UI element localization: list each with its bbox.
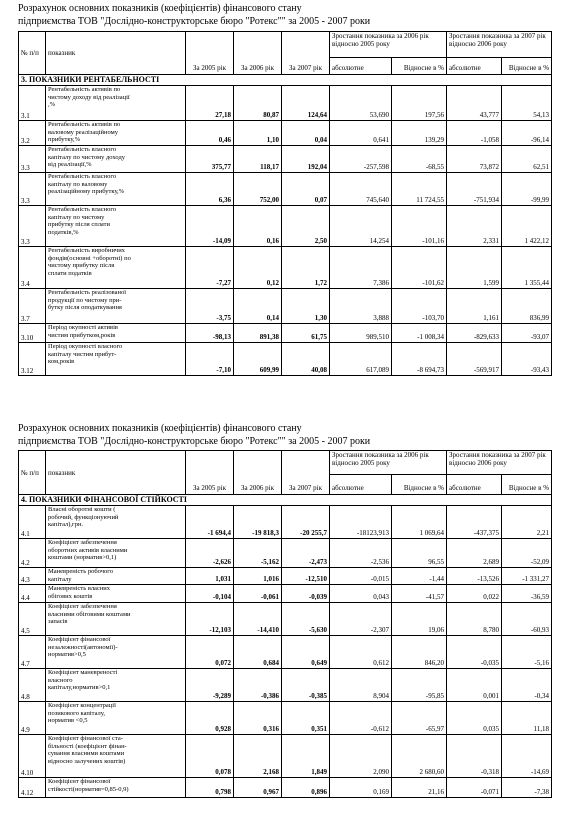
col-header-abs: абсолютне bbox=[330, 58, 392, 75]
col-header-pct: Відносне в % bbox=[392, 475, 447, 495]
value-2005: 27,18 bbox=[186, 86, 234, 121]
value-2007: -0,039 bbox=[282, 585, 330, 603]
growth-pct-2007: 1 355,44 bbox=[502, 247, 552, 289]
indicator-name: Коефіцієнт фінансової стійкості(норматив=0,85-0,9) bbox=[46, 778, 186, 798]
growth-pct-2007: -36,59 bbox=[502, 585, 552, 603]
growth-pct-2006: 19,06 bbox=[392, 603, 447, 636]
no-cell: 3.2 bbox=[19, 121, 46, 146]
value-2007: -20 255,7 bbox=[282, 506, 330, 539]
table-row bbox=[19, 206, 552, 247]
growth-abs-2007: 73,872 bbox=[447, 146, 502, 173]
col-header-abs: абсолютне bbox=[330, 475, 392, 495]
value-2005: 0,078 bbox=[186, 735, 234, 778]
growth-abs-2007: -829,633 bbox=[447, 324, 502, 343]
growth-pct-2006: -8 694,73 bbox=[392, 343, 447, 376]
growth-abs-2007: -751,934 bbox=[447, 173, 502, 206]
col-header-pct: Відносне в % bbox=[392, 58, 447, 75]
value-2006: 80,87 bbox=[234, 86, 282, 121]
growth-abs-2007: -13,526 bbox=[447, 568, 502, 585]
value-2006: 118,17 bbox=[234, 146, 282, 173]
growth-pct-2007: 1 422,12 bbox=[502, 206, 552, 247]
indicator-name: Рентабельність реалізованої продукції по чистому при- бутку після оподаткування bbox=[46, 289, 186, 324]
value-2005: 0,072 bbox=[186, 636, 234, 669]
growth-pct-2006: 846,20 bbox=[392, 636, 447, 669]
table-row bbox=[19, 86, 552, 121]
table-row bbox=[19, 585, 552, 603]
value-2005: 375,77 bbox=[186, 146, 234, 173]
indicator-name: Рентабельність власного капіталу по чистому прибутку після сплати податків,% bbox=[46, 206, 186, 247]
no-cell: 3.3 bbox=[19, 173, 46, 206]
no-cell: 3.3 bbox=[19, 146, 46, 173]
value-2006: -0,386 bbox=[234, 669, 282, 702]
col-header-indicator: показник bbox=[46, 451, 186, 495]
value-2007: 0,07 bbox=[282, 173, 330, 206]
growth-abs-2006: 989,510 bbox=[330, 324, 392, 343]
col-header-no: № п/п bbox=[19, 451, 46, 495]
growth-pct-2006: 11 724,55 bbox=[392, 173, 447, 206]
value-2005: 0,798 bbox=[186, 778, 234, 798]
value-2007: -12,510 bbox=[282, 568, 330, 585]
growth-pct-2007: -96,14 bbox=[502, 121, 552, 146]
report-title-line1: Розрахунок основних показників (коефіцієнтів) фінансового стану bbox=[18, 423, 302, 434]
growth-pct-2006: 21,16 bbox=[392, 778, 447, 798]
growth-abs-2007: 0,035 bbox=[447, 702, 502, 735]
table-row bbox=[19, 735, 552, 778]
value-2007: 0,04 bbox=[282, 121, 330, 146]
growth-abs-2007: -0,071 bbox=[447, 778, 502, 798]
profitability-table bbox=[18, 31, 552, 376]
table-row bbox=[19, 506, 552, 539]
value-2006: -5,162 bbox=[234, 539, 282, 568]
section-row bbox=[19, 495, 552, 506]
col-header-2005: За 2005 рік bbox=[186, 451, 234, 495]
indicator-name: Коефіцієнт забезпечення власними обіговими коштами запасів bbox=[46, 603, 186, 636]
growth-pct-2007: -14,69 bbox=[502, 735, 552, 778]
growth-pct-2006: -65,97 bbox=[392, 702, 447, 735]
col-header-abs: абсолютне bbox=[447, 475, 502, 495]
no-cell: 4.7 bbox=[19, 636, 46, 669]
indicator-name: Рентабельність власного капіталу по чистому доходу від реалізації,% bbox=[46, 146, 186, 173]
table-row bbox=[19, 173, 552, 206]
growth-abs-2006: 745,640 bbox=[330, 173, 392, 206]
table-row bbox=[19, 146, 552, 173]
growth-abs-2007: 43,777 bbox=[447, 86, 502, 121]
col-header-growth-2006: Зростання показника за 2006 рік відносно 2005 року bbox=[330, 451, 447, 475]
report-block-profitability bbox=[18, 2, 551, 376]
growth-pct-2006: -95,85 bbox=[392, 669, 447, 702]
stability-table-body bbox=[19, 506, 552, 798]
no-cell: 3.1 bbox=[19, 86, 46, 121]
value-2006: 0,967 bbox=[234, 778, 282, 798]
growth-abs-2006: 53,690 bbox=[330, 86, 392, 121]
table-row bbox=[19, 568, 552, 585]
value-2005: -0,104 bbox=[186, 585, 234, 603]
value-2007: 2,50 bbox=[282, 206, 330, 247]
value-2005: -3,75 bbox=[186, 289, 234, 324]
table-row bbox=[19, 778, 552, 798]
col-header-2005: За 2005 рік bbox=[186, 32, 234, 75]
value-2005: 6,36 bbox=[186, 173, 234, 206]
no-cell: 3.7 bbox=[19, 289, 46, 324]
table-row bbox=[19, 343, 552, 376]
value-2007: 124,64 bbox=[282, 86, 330, 121]
col-header-pct: Відносне в % bbox=[502, 475, 552, 495]
growth-pct-2006: 96,55 bbox=[392, 539, 447, 568]
no-cell: 4.5 bbox=[19, 603, 46, 636]
growth-pct-2006: -68,55 bbox=[392, 146, 447, 173]
value-2006: 0,16 bbox=[234, 206, 282, 247]
value-2005: -7,27 bbox=[186, 247, 234, 289]
growth-pct-2006: -101,62 bbox=[392, 247, 447, 289]
table-row bbox=[19, 247, 552, 289]
growth-abs-2007: 2,331 bbox=[447, 206, 502, 247]
col-header-pct: Відносне в % bbox=[502, 58, 552, 75]
value-2005: -7,10 bbox=[186, 343, 234, 376]
no-cell: 4.2 bbox=[19, 539, 46, 568]
value-2005: -1 694,4 bbox=[186, 506, 234, 539]
value-2007: 61,75 bbox=[282, 324, 330, 343]
value-2006: -0,061 bbox=[234, 585, 282, 603]
growth-pct-2006: -103,70 bbox=[392, 289, 447, 324]
table-row bbox=[19, 121, 552, 146]
table-row bbox=[19, 636, 552, 669]
growth-pct-2006: -101,16 bbox=[392, 206, 447, 247]
growth-pct-2006: -1 008,34 bbox=[392, 324, 447, 343]
growth-abs-2006: 617,089 bbox=[330, 343, 392, 376]
growth-abs-2007: -0,035 bbox=[447, 636, 502, 669]
indicator-name: Рентабельність активів по чистому доходу від реалізації ,% bbox=[46, 86, 186, 121]
growth-abs-2007: -0,318 bbox=[447, 735, 502, 778]
indicator-name: Коефіцієнт фінансової незалежності(автономії)- норматив>0,5 bbox=[46, 636, 186, 669]
col-header-2007: За 2007 рік bbox=[282, 32, 330, 75]
value-2006: 0,14 bbox=[234, 289, 282, 324]
growth-pct-2007: -1 331,27 bbox=[502, 568, 552, 585]
growth-pct-2007: -7,38 bbox=[502, 778, 552, 798]
growth-abs-2006: -0,612 bbox=[330, 702, 392, 735]
growth-pct-2006: 139,29 bbox=[392, 121, 447, 146]
col-header-2007: За 2007 рік bbox=[282, 451, 330, 495]
value-2006: 0,12 bbox=[234, 247, 282, 289]
value-2007: -5,630 bbox=[282, 603, 330, 636]
indicator-name: Власні оборотні кошти ( робочий, функціонуючий капітал),грн. bbox=[46, 506, 186, 539]
indicator-name: Коефіцієнт маневреності власного капіталу,норматив>0,1 bbox=[46, 669, 186, 702]
growth-pct-2007: 62,51 bbox=[502, 146, 552, 173]
no-cell: 3.10 bbox=[19, 324, 46, 343]
table-row bbox=[19, 603, 552, 636]
table-row bbox=[19, 539, 552, 568]
value-2005: 0,928 bbox=[186, 702, 234, 735]
value-2006: -19 818,3 bbox=[234, 506, 282, 539]
col-header-no: № п/п bbox=[19, 32, 46, 75]
value-2005: -98,13 bbox=[186, 324, 234, 343]
value-2005: -14,09 bbox=[186, 206, 234, 247]
table-header-row bbox=[19, 451, 552, 475]
table-row bbox=[19, 702, 552, 735]
value-2006: 891,38 bbox=[234, 324, 282, 343]
value-2006: 1,10 bbox=[234, 121, 282, 146]
growth-pct-2006: -1,44 bbox=[392, 568, 447, 585]
indicator-name: Коефіцієнт концентрації позикового капіталу, норматив <0,5 bbox=[46, 702, 186, 735]
growth-pct-2006: -41,57 bbox=[392, 585, 447, 603]
report-block-stability bbox=[18, 422, 551, 798]
value-2006: 0,316 bbox=[234, 702, 282, 735]
indicator-name: Рентабельність власного капіталу по валовому реалізаційному прибутку,% bbox=[46, 173, 186, 206]
growth-abs-2006: -18123,913 bbox=[330, 506, 392, 539]
growth-abs-2007: 0,001 bbox=[447, 669, 502, 702]
no-cell: 4.12 bbox=[19, 778, 46, 798]
value-2007: 0,649 bbox=[282, 636, 330, 669]
value-2005: 1,031 bbox=[186, 568, 234, 585]
value-2005: -2,626 bbox=[186, 539, 234, 568]
growth-abs-2007: 8,780 bbox=[447, 603, 502, 636]
value-2005: -9,289 bbox=[186, 669, 234, 702]
growth-abs-2007: 2,689 bbox=[447, 539, 502, 568]
growth-abs-2006: -2,307 bbox=[330, 603, 392, 636]
stability-table bbox=[18, 450, 552, 798]
growth-pct-2007: -99,99 bbox=[502, 173, 552, 206]
growth-abs-2006: 14,254 bbox=[330, 206, 392, 247]
growth-abs-2007: 0,022 bbox=[447, 585, 502, 603]
growth-pct-2007: -93,43 bbox=[502, 343, 552, 376]
value-2007: -2,473 bbox=[282, 539, 330, 568]
col-header-growth-2006: Зростання показника за 2006 рік відносно 2005 року bbox=[330, 32, 447, 58]
value-2007: -0,385 bbox=[282, 669, 330, 702]
value-2007: 40,08 bbox=[282, 343, 330, 376]
growth-pct-2007: -0,34 bbox=[502, 669, 552, 702]
section-title: 3. ПОКАЗНИКИ РЕНТАБЕЛЬНОСТІ bbox=[19, 75, 552, 86]
value-2006: 1,016 bbox=[234, 568, 282, 585]
value-2007: 192,04 bbox=[282, 146, 330, 173]
table-row bbox=[19, 669, 552, 702]
indicator-name: Маневреність робочого капіталу bbox=[46, 568, 186, 585]
growth-abs-2006: 0,169 bbox=[330, 778, 392, 798]
no-cell: 4.10 bbox=[19, 735, 46, 778]
no-cell: 4.4 bbox=[19, 585, 46, 603]
value-2005: -12,103 bbox=[186, 603, 234, 636]
indicator-name: Рентабельність виробничих фондів(основні +оборотні) по чистому прибутку після сплати податків bbox=[46, 247, 186, 289]
no-cell: 3.12 bbox=[19, 343, 46, 376]
growth-pct-2007: 2,21 bbox=[502, 506, 552, 539]
growth-abs-2006: 8,904 bbox=[330, 669, 392, 702]
indicator-name: Маневреність власних обігових коштів bbox=[46, 585, 186, 603]
table-row bbox=[19, 324, 552, 343]
indicator-name: Період окупності активів чистим прибутком,років bbox=[46, 324, 186, 343]
value-2006: 0,684 bbox=[234, 636, 282, 669]
col-header-growth-2007: Зростання показника за 2007 рік відносно 2006 року bbox=[447, 451, 552, 475]
profitability-table-body bbox=[19, 86, 552, 376]
growth-abs-2006: -0,015 bbox=[330, 568, 392, 585]
growth-abs-2006: 0,043 bbox=[330, 585, 392, 603]
indicator-name: Коефіцієнт фінансової ста- більності (коефіцієнт фінан- сування власними коштами відносно залучених коштів) bbox=[46, 735, 186, 778]
report-title-line2: підприємства ТОВ "Дослідно-конструкторське бюро "Ротекс"" за 2005 - 2007 роки bbox=[18, 16, 371, 27]
growth-abs-2007: -437,375 bbox=[447, 506, 502, 539]
no-cell: 4.9 bbox=[19, 702, 46, 735]
table-header-row bbox=[19, 32, 552, 58]
growth-abs-2007: -569,917 bbox=[447, 343, 502, 376]
growth-pct-2007: 11,18 bbox=[502, 702, 552, 735]
indicator-name: Період окупності власного капіталу чистим прибут- ком,років bbox=[46, 343, 186, 376]
col-header-abs: абсолютне bbox=[447, 58, 502, 75]
no-cell: 4.8 bbox=[19, 669, 46, 702]
growth-abs-2006: 3,888 bbox=[330, 289, 392, 324]
growth-abs-2007: -1,058 bbox=[447, 121, 502, 146]
table-row bbox=[19, 289, 552, 324]
no-cell: 4.3 bbox=[19, 568, 46, 585]
no-cell: 4.1 bbox=[19, 506, 46, 539]
growth-pct-2006: 197,56 bbox=[392, 86, 447, 121]
col-header-2006: За 2006 рік bbox=[234, 451, 282, 495]
col-header-growth-2007: Зростання показника за 2007 рік відносно 2006 року bbox=[447, 32, 552, 58]
section-title: 4. ПОКАЗНИКИ ФІНАНСОВОЇ СТІЙКОСТІ bbox=[19, 495, 552, 506]
value-2007: 1,72 bbox=[282, 247, 330, 289]
section-row bbox=[19, 75, 552, 86]
growth-pct-2007: -93,07 bbox=[502, 324, 552, 343]
growth-abs-2006: 0,612 bbox=[330, 636, 392, 669]
report-title-line1: Розрахунок основних показників (коефіцієнтів) фінансового стану bbox=[18, 3, 302, 14]
growth-abs-2006: -2,536 bbox=[330, 539, 392, 568]
indicator-name: Коефіцієнт забезпечення оборотних активів власними коштами (норматив>0,1) bbox=[46, 539, 186, 568]
growth-abs-2007: 1,599 bbox=[447, 247, 502, 289]
value-2006: 752,00 bbox=[234, 173, 282, 206]
col-header-2006: За 2006 рік bbox=[234, 32, 282, 75]
value-2006: 2,168 bbox=[234, 735, 282, 778]
value-2007: 0,351 bbox=[282, 702, 330, 735]
value-2005: 0,46 bbox=[186, 121, 234, 146]
value-2007: 0,896 bbox=[282, 778, 330, 798]
growth-abs-2007: 1,161 bbox=[447, 289, 502, 324]
value-2007: 1,849 bbox=[282, 735, 330, 778]
growth-pct-2007: 836,99 bbox=[502, 289, 552, 324]
growth-pct-2007: 54,13 bbox=[502, 86, 552, 121]
growth-abs-2006: 7,386 bbox=[330, 247, 392, 289]
report-title-line2: підприємства ТОВ "Дослідно-конструкторське бюро "Ротекс"" за 2005 - 2007 роки bbox=[18, 436, 371, 447]
value-2007: 1,30 bbox=[282, 289, 330, 324]
value-2006: -14,410 bbox=[234, 603, 282, 636]
value-2006: 609,99 bbox=[234, 343, 282, 376]
growth-pct-2007: -52,09 bbox=[502, 539, 552, 568]
growth-pct-2006: 2 680,60 bbox=[392, 735, 447, 778]
growth-abs-2006: 2,090 bbox=[330, 735, 392, 778]
no-cell: 3.4 bbox=[19, 247, 46, 289]
col-header-indicator: показник bbox=[46, 32, 186, 75]
growth-pct-2006: 1 069,64 bbox=[392, 506, 447, 539]
growth-abs-2006: 0,641 bbox=[330, 121, 392, 146]
indicator-name: Рентабельність активів по валовому реалізаційному прибутку,% bbox=[46, 121, 186, 146]
no-cell: 3.3 bbox=[19, 206, 46, 247]
growth-abs-2006: -257,598 bbox=[330, 146, 392, 173]
growth-pct-2007: -60,93 bbox=[502, 603, 552, 636]
growth-pct-2007: -5,16 bbox=[502, 636, 552, 669]
